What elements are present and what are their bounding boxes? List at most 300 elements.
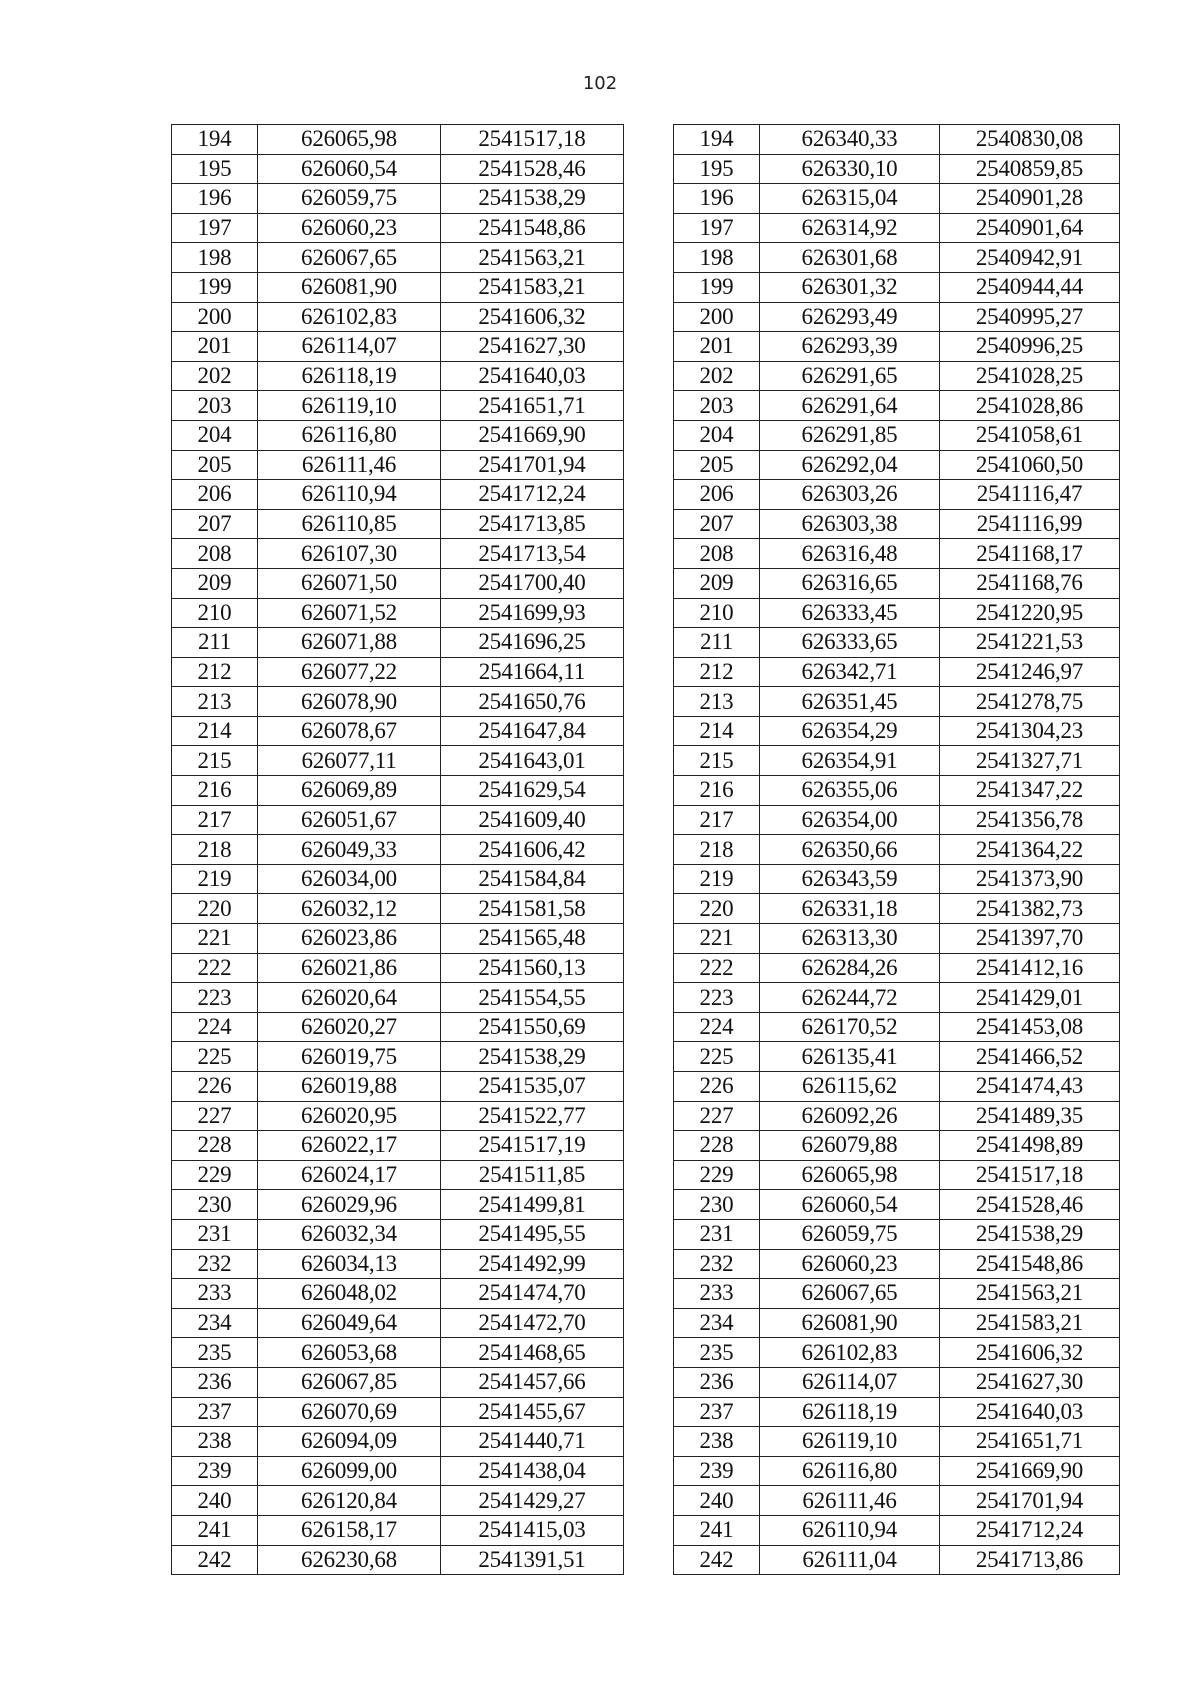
column-gap [624, 332, 674, 362]
point-number-left: 196 [172, 184, 258, 214]
y-coordinate-left: 2541391,51 [441, 1545, 624, 1575]
table-row [172, 184, 1120, 214]
point-number-right: 241 [674, 1515, 760, 1545]
y-coordinate-left: 2541609,40 [441, 805, 624, 835]
x-coordinate-left: 626114,07 [258, 332, 441, 362]
point-number-right: 196 [674, 184, 760, 214]
column-gap [624, 1308, 674, 1338]
point-number-right: 211 [674, 628, 760, 658]
x-coordinate-left: 626059,75 [258, 184, 441, 214]
table-row [172, 568, 1120, 598]
x-coordinate-right: 626292,04 [760, 450, 940, 480]
x-coordinate-left: 626110,94 [258, 480, 441, 510]
point-number-left: 194 [172, 125, 258, 155]
table-row [172, 716, 1120, 746]
point-number-right: 240 [674, 1486, 760, 1516]
table-row [172, 154, 1120, 184]
point-number-left: 238 [172, 1427, 258, 1457]
point-number-right: 227 [674, 1101, 760, 1131]
y-coordinate-right: 2541528,46 [940, 1190, 1120, 1220]
point-number-right: 229 [674, 1160, 760, 1190]
point-number-right: 242 [674, 1545, 760, 1575]
coordinates-table [171, 124, 1120, 1575]
y-coordinate-right: 2541651,71 [940, 1427, 1120, 1457]
column-gap [624, 894, 674, 924]
y-coordinate-left: 2541581,58 [441, 894, 624, 924]
point-number-left: 231 [172, 1219, 258, 1249]
x-coordinate-right: 626316,48 [760, 539, 940, 569]
y-coordinate-right: 2541498,89 [940, 1131, 1120, 1161]
point-number-right: 215 [674, 746, 760, 776]
table-row [172, 983, 1120, 1013]
point-number-right: 236 [674, 1367, 760, 1397]
x-coordinate-right: 626333,45 [760, 598, 940, 628]
x-coordinate-right: 626342,71 [760, 657, 940, 687]
x-coordinate-left: 626023,86 [258, 924, 441, 954]
x-coordinate-left: 626069,89 [258, 776, 441, 806]
x-coordinate-right: 626111,46 [760, 1486, 940, 1516]
column-gap [624, 480, 674, 510]
column-gap [624, 864, 674, 894]
column-gap [624, 125, 674, 155]
point-number-right: 230 [674, 1190, 760, 1220]
y-coordinate-right: 2540830,08 [940, 125, 1120, 155]
column-gap [624, 420, 674, 450]
table-row [172, 1456, 1120, 1486]
x-coordinate-left: 626078,67 [258, 716, 441, 746]
y-coordinate-right: 2541382,73 [940, 894, 1120, 924]
column-gap [624, 361, 674, 391]
y-coordinate-right: 2541304,23 [940, 716, 1120, 746]
y-coordinate-left: 2541474,70 [441, 1279, 624, 1309]
y-coordinate-left: 2541560,13 [441, 953, 624, 983]
table-row [172, 864, 1120, 894]
y-coordinate-left: 2541438,04 [441, 1456, 624, 1486]
point-number-right: 212 [674, 657, 760, 687]
x-coordinate-left: 626024,17 [258, 1160, 441, 1190]
point-number-right: 223 [674, 983, 760, 1013]
column-gap [624, 1397, 674, 1427]
x-coordinate-left: 626077,11 [258, 746, 441, 776]
x-coordinate-left: 626110,85 [258, 509, 441, 539]
column-gap [624, 1427, 674, 1457]
y-coordinate-left: 2541495,55 [441, 1219, 624, 1249]
x-coordinate-right: 626102,83 [760, 1338, 940, 1368]
table-row [172, 1160, 1120, 1190]
column-gap [624, 1486, 674, 1516]
x-coordinate-right: 626313,30 [760, 924, 940, 954]
x-coordinate-left: 626019,88 [258, 1072, 441, 1102]
y-coordinate-right: 2541060,50 [940, 450, 1120, 480]
point-number-left: 201 [172, 332, 258, 362]
point-number-left: 216 [172, 776, 258, 806]
column-gap [624, 924, 674, 954]
x-coordinate-left: 626111,46 [258, 450, 441, 480]
y-coordinate-left: 2541535,07 [441, 1072, 624, 1102]
column-gap [624, 1515, 674, 1545]
table-row [172, 1101, 1120, 1131]
y-coordinate-left: 2541457,66 [441, 1367, 624, 1397]
table-row [172, 598, 1120, 628]
x-coordinate-right: 626316,65 [760, 568, 940, 598]
x-coordinate-right: 626350,66 [760, 835, 940, 865]
column-gap [624, 1042, 674, 1072]
y-coordinate-left: 2541565,48 [441, 924, 624, 954]
x-coordinate-right: 626293,49 [760, 302, 940, 332]
point-number-left: 236 [172, 1367, 258, 1397]
y-coordinate-right: 2540901,28 [940, 184, 1120, 214]
x-coordinate-right: 626331,18 [760, 894, 940, 924]
point-number-left: 198 [172, 243, 258, 273]
point-number-right: 224 [674, 1012, 760, 1042]
point-number-right: 216 [674, 776, 760, 806]
y-coordinate-left: 2541517,18 [441, 125, 624, 155]
column-gap [624, 953, 674, 983]
x-coordinate-right: 626291,65 [760, 361, 940, 391]
column-gap [624, 1131, 674, 1161]
point-number-right: 199 [674, 272, 760, 302]
x-coordinate-left: 626067,85 [258, 1367, 441, 1397]
point-number-left: 222 [172, 953, 258, 983]
table-row [172, 1367, 1120, 1397]
x-coordinate-left: 626116,80 [258, 420, 441, 450]
x-coordinate-right: 626354,29 [760, 716, 940, 746]
column-gap [624, 1160, 674, 1190]
table-row [172, 361, 1120, 391]
y-coordinate-left: 2541584,84 [441, 864, 624, 894]
y-coordinate-right: 2540859,85 [940, 154, 1120, 184]
y-coordinate-right: 2541168,17 [940, 539, 1120, 569]
y-coordinate-right: 2541701,94 [940, 1486, 1120, 1516]
y-coordinate-left: 2541640,03 [441, 361, 624, 391]
x-coordinate-right: 626354,91 [760, 746, 940, 776]
x-coordinate-right: 626315,04 [760, 184, 940, 214]
table-row [172, 1279, 1120, 1309]
table-row [172, 480, 1120, 510]
x-coordinate-left: 626107,30 [258, 539, 441, 569]
y-coordinate-left: 2541629,54 [441, 776, 624, 806]
x-coordinate-left: 626049,33 [258, 835, 441, 865]
x-coordinate-left: 626119,10 [258, 391, 441, 421]
table-row [172, 1012, 1120, 1042]
y-coordinate-left: 2541713,54 [441, 539, 624, 569]
column-gap [624, 1456, 674, 1486]
x-coordinate-right: 626284,26 [760, 953, 940, 983]
y-coordinate-right: 2541538,29 [940, 1219, 1120, 1249]
x-coordinate-left: 626051,67 [258, 805, 441, 835]
point-number-left: 232 [172, 1249, 258, 1279]
y-coordinate-right: 2541168,76 [940, 568, 1120, 598]
y-coordinate-right: 2541606,32 [940, 1338, 1120, 1368]
column-gap [624, 509, 674, 539]
y-coordinate-right: 2541712,24 [940, 1515, 1120, 1545]
y-coordinate-right: 2541412,16 [940, 953, 1120, 983]
point-number-left: 223 [172, 983, 258, 1013]
table-row [172, 687, 1120, 717]
y-coordinate-right: 2541278,75 [940, 687, 1120, 717]
column-gap [624, 243, 674, 273]
x-coordinate-left: 626081,90 [258, 272, 441, 302]
x-coordinate-left: 626022,17 [258, 1131, 441, 1161]
table-row [172, 1308, 1120, 1338]
table-row [172, 1338, 1120, 1368]
point-number-right: 210 [674, 598, 760, 628]
x-coordinate-right: 626170,52 [760, 1012, 940, 1042]
y-coordinate-left: 2541701,94 [441, 450, 624, 480]
y-coordinate-right: 2541220,95 [940, 598, 1120, 628]
x-coordinate-left: 626060,23 [258, 213, 441, 243]
x-coordinate-right: 626354,00 [760, 805, 940, 835]
x-coordinate-left: 626034,00 [258, 864, 441, 894]
y-coordinate-left: 2541669,90 [441, 420, 624, 450]
y-coordinate-left: 2541696,25 [441, 628, 624, 658]
x-coordinate-right: 626244,72 [760, 983, 940, 1013]
point-number-left: 237 [172, 1397, 258, 1427]
x-coordinate-left: 626065,98 [258, 125, 441, 155]
column-gap [624, 1072, 674, 1102]
point-number-left: 210 [172, 598, 258, 628]
y-coordinate-left: 2541664,11 [441, 657, 624, 687]
point-number-right: 206 [674, 480, 760, 510]
table-row [172, 1072, 1120, 1102]
point-number-right: 209 [674, 568, 760, 598]
point-number-left: 228 [172, 1131, 258, 1161]
y-coordinate-left: 2541712,24 [441, 480, 624, 510]
column-gap [624, 1279, 674, 1309]
x-coordinate-right: 626065,98 [760, 1160, 940, 1190]
point-number-left: 199 [172, 272, 258, 302]
x-coordinate-left: 626230,68 [258, 1545, 441, 1575]
page-number: 102 [582, 73, 618, 94]
x-coordinate-right: 626060,54 [760, 1190, 940, 1220]
point-number-left: 208 [172, 539, 258, 569]
point-number-right: 232 [674, 1249, 760, 1279]
point-number-right: 208 [674, 539, 760, 569]
table-row [172, 1427, 1120, 1457]
y-coordinate-right: 2541116,99 [940, 509, 1120, 539]
point-number-right: 194 [674, 125, 760, 155]
table-row [172, 450, 1120, 480]
y-coordinate-left: 2541517,19 [441, 1131, 624, 1161]
table-row [172, 776, 1120, 806]
point-number-left: 240 [172, 1486, 258, 1516]
x-coordinate-right: 626067,65 [760, 1279, 940, 1309]
column-gap [624, 154, 674, 184]
x-coordinate-right: 626301,32 [760, 272, 940, 302]
point-number-right: 231 [674, 1219, 760, 1249]
y-coordinate-left: 2541455,67 [441, 1397, 624, 1427]
x-coordinate-left: 626099,00 [258, 1456, 441, 1486]
point-number-right: 228 [674, 1131, 760, 1161]
column-gap [624, 568, 674, 598]
x-coordinate-right: 626092,26 [760, 1101, 940, 1131]
table-row [172, 1397, 1120, 1427]
point-number-left: 224 [172, 1012, 258, 1042]
point-number-left: 204 [172, 420, 258, 450]
point-number-left: 211 [172, 628, 258, 658]
point-number-left: 233 [172, 1279, 258, 1309]
y-coordinate-right: 2541583,21 [940, 1308, 1120, 1338]
point-number-right: 202 [674, 361, 760, 391]
point-number-right: 238 [674, 1427, 760, 1457]
table-row [172, 1219, 1120, 1249]
y-coordinate-left: 2541538,29 [441, 1042, 624, 1072]
column-gap [624, 1190, 674, 1220]
y-coordinate-right: 2541116,47 [940, 480, 1120, 510]
point-number-left: 205 [172, 450, 258, 480]
point-number-right: 234 [674, 1308, 760, 1338]
point-number-right: 203 [674, 391, 760, 421]
x-coordinate-left: 626021,86 [258, 953, 441, 983]
x-coordinate-left: 626077,22 [258, 657, 441, 687]
point-number-right: 195 [674, 154, 760, 184]
y-coordinate-right: 2541327,71 [940, 746, 1120, 776]
y-coordinate-right: 2541474,43 [940, 1072, 1120, 1102]
y-coordinate-right: 2541627,30 [940, 1367, 1120, 1397]
y-coordinate-left: 2541472,70 [441, 1308, 624, 1338]
column-gap [624, 776, 674, 806]
x-coordinate-right: 626333,65 [760, 628, 940, 658]
point-number-left: 234 [172, 1308, 258, 1338]
point-number-left: 220 [172, 894, 258, 924]
column-gap [624, 1012, 674, 1042]
point-number-left: 213 [172, 687, 258, 717]
column-gap [624, 716, 674, 746]
point-number-right: 213 [674, 687, 760, 717]
x-coordinate-left: 626032,34 [258, 1219, 441, 1249]
y-coordinate-right: 2541713,86 [940, 1545, 1120, 1575]
x-coordinate-right: 626119,10 [760, 1427, 940, 1457]
x-coordinate-right: 626135,41 [760, 1042, 940, 1072]
table-row [172, 835, 1120, 865]
table-row [172, 213, 1120, 243]
column-gap [624, 598, 674, 628]
table-row [172, 391, 1120, 421]
y-coordinate-right: 2541058,61 [940, 420, 1120, 450]
x-coordinate-right: 626303,26 [760, 480, 940, 510]
point-number-right: 200 [674, 302, 760, 332]
table-row [172, 420, 1120, 450]
y-coordinate-right: 2540995,27 [940, 302, 1120, 332]
x-coordinate-left: 626070,69 [258, 1397, 441, 1427]
table-row [172, 539, 1120, 569]
y-coordinate-right: 2541453,08 [940, 1012, 1120, 1042]
point-number-right: 220 [674, 894, 760, 924]
point-number-left: 197 [172, 213, 258, 243]
y-coordinate-left: 2541522,77 [441, 1101, 624, 1131]
point-number-left: 214 [172, 716, 258, 746]
y-coordinate-left: 2541440,71 [441, 1427, 624, 1457]
point-number-left: 229 [172, 1160, 258, 1190]
column-gap [624, 391, 674, 421]
y-coordinate-left: 2541583,21 [441, 272, 624, 302]
column-gap [624, 687, 674, 717]
point-number-right: 221 [674, 924, 760, 954]
point-number-left: 242 [172, 1545, 258, 1575]
x-coordinate-left: 626158,17 [258, 1515, 441, 1545]
coordinates-table-body [172, 125, 1120, 1575]
table-row [172, 894, 1120, 924]
table-row [172, 302, 1120, 332]
table-row [172, 1545, 1120, 1575]
point-number-right: 235 [674, 1338, 760, 1368]
column-gap [624, 272, 674, 302]
point-number-left: 202 [172, 361, 258, 391]
x-coordinate-left: 626053,68 [258, 1338, 441, 1368]
point-number-right: 207 [674, 509, 760, 539]
y-coordinate-right: 2541347,22 [940, 776, 1120, 806]
table-row [172, 746, 1120, 776]
x-coordinate-right: 626116,80 [760, 1456, 940, 1486]
point-number-left: 219 [172, 864, 258, 894]
x-coordinate-right: 626343,59 [760, 864, 940, 894]
y-coordinate-left: 2541492,99 [441, 1249, 624, 1279]
y-coordinate-right: 2541356,78 [940, 805, 1120, 835]
y-coordinate-right: 2541364,22 [940, 835, 1120, 865]
x-coordinate-left: 626060,54 [258, 154, 441, 184]
point-number-right: 226 [674, 1072, 760, 1102]
y-coordinate-left: 2541699,93 [441, 598, 624, 628]
y-coordinate-right: 2541669,90 [940, 1456, 1120, 1486]
x-coordinate-right: 626291,64 [760, 391, 940, 421]
point-number-left: 230 [172, 1190, 258, 1220]
point-number-right: 201 [674, 332, 760, 362]
x-coordinate-left: 626020,27 [258, 1012, 441, 1042]
column-gap [624, 746, 674, 776]
point-number-right: 233 [674, 1279, 760, 1309]
column-gap [624, 835, 674, 865]
y-coordinate-left: 2541606,32 [441, 302, 624, 332]
x-coordinate-left: 626049,64 [258, 1308, 441, 1338]
point-number-right: 214 [674, 716, 760, 746]
table-row [172, 924, 1120, 954]
y-coordinate-left: 2541627,30 [441, 332, 624, 362]
point-number-left: 218 [172, 835, 258, 865]
x-coordinate-right: 626351,45 [760, 687, 940, 717]
y-coordinate-right: 2541517,18 [940, 1160, 1120, 1190]
x-coordinate-left: 626102,83 [258, 302, 441, 332]
table-row [172, 332, 1120, 362]
table-row [172, 953, 1120, 983]
point-number-right: 218 [674, 835, 760, 865]
y-coordinate-right: 2541548,86 [940, 1249, 1120, 1279]
column-gap [624, 1367, 674, 1397]
y-coordinate-left: 2541650,76 [441, 687, 624, 717]
point-number-left: 241 [172, 1515, 258, 1545]
point-number-left: 225 [172, 1042, 258, 1072]
y-coordinate-right: 2541429,01 [940, 983, 1120, 1013]
point-number-right: 205 [674, 450, 760, 480]
x-coordinate-left: 626020,95 [258, 1101, 441, 1131]
y-coordinate-left: 2541700,40 [441, 568, 624, 598]
y-coordinate-right: 2540944,44 [940, 272, 1120, 302]
point-number-left: 203 [172, 391, 258, 421]
column-gap [624, 657, 674, 687]
column-gap [624, 539, 674, 569]
point-number-left: 209 [172, 568, 258, 598]
x-coordinate-right: 626114,07 [760, 1367, 940, 1397]
x-coordinate-left: 626071,52 [258, 598, 441, 628]
point-number-left: 195 [172, 154, 258, 184]
column-gap [624, 213, 674, 243]
x-coordinate-left: 626032,12 [258, 894, 441, 924]
y-coordinate-right: 2541640,03 [940, 1397, 1120, 1427]
y-coordinate-right: 2541246,97 [940, 657, 1120, 687]
x-coordinate-right: 626330,10 [760, 154, 940, 184]
table-row [172, 805, 1120, 835]
x-coordinate-right: 626118,19 [760, 1397, 940, 1427]
point-number-right: 219 [674, 864, 760, 894]
